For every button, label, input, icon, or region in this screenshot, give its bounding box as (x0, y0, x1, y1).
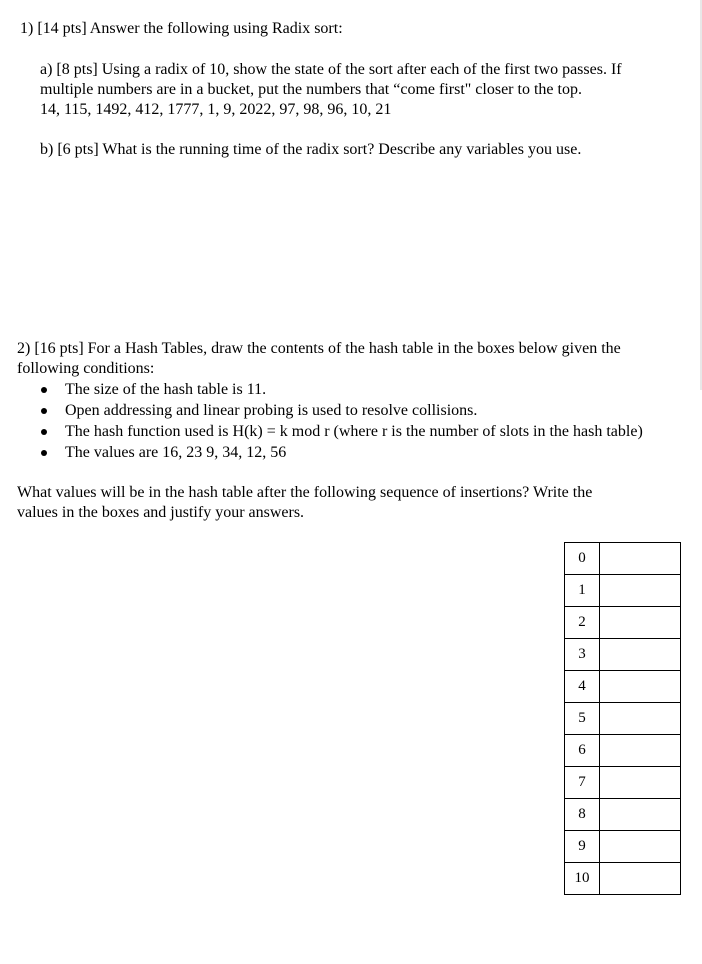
hash-table-row (565, 543, 681, 575)
question-2-ask-line-2: values in the boxes and justify your answers. (17, 504, 305, 521)
bullet-icon (41, 429, 47, 435)
hash-table-row (565, 735, 681, 767)
slot-index: 6 (565, 735, 600, 767)
bullet-icon (41, 387, 47, 393)
slot-index: 8 (565, 799, 600, 831)
hash-table-row (565, 831, 681, 863)
slot-index: 4 (565, 671, 600, 703)
slot-value-box[interactable] (600, 767, 681, 799)
hash-table (564, 542, 681, 895)
slot-value-box[interactable] (600, 543, 681, 575)
slot-value-box[interactable] (600, 735, 681, 767)
hash-table-row (565, 607, 681, 639)
question-1b: b) [6 pts] What is the running time of the radix sort? Describe any variables you use. (40, 141, 582, 158)
hash-table-row (565, 639, 681, 671)
slot-value-box[interactable] (600, 831, 681, 863)
question-2-heading-line-2: following conditions: (17, 360, 155, 377)
slot-index: 1 (565, 575, 600, 607)
question-1a-line-1: a) [8 pts] Using a radix of 10, show the state of the sort after each of the first two passes. If (40, 61, 622, 78)
condition-item (0, 422, 643, 443)
question-2-heading-line-1: 2) [16 pts] For a Hash Tables, draw the contents of the hash table in the boxes below given the (17, 340, 621, 357)
hash-table-row (565, 575, 681, 607)
hash-table-row (565, 671, 681, 703)
slot-value-box[interactable] (600, 607, 681, 639)
condition-text: The hash function used is H(k) = k mod r (where r is the number of slots in the hash table) (65, 423, 643, 440)
hash-table-row (565, 799, 681, 831)
hash-table-row (565, 767, 681, 799)
condition-text: Open addressing and linear probing is used to resolve collisions. (65, 402, 478, 419)
question-2-ask-line-1: What values will be in the hash table after the following sequence of insertions? Write the (17, 484, 593, 501)
slot-value-box[interactable] (600, 799, 681, 831)
slot-value-box[interactable] (600, 575, 681, 607)
slot-value-box[interactable] (600, 703, 681, 735)
condition-item (0, 401, 643, 422)
slot-index: 9 (565, 831, 600, 863)
condition-text: The size of the hash table is 11. (65, 381, 267, 398)
condition-item (0, 380, 643, 401)
slot-index: 3 (565, 639, 600, 671)
slot-index: 0 (565, 543, 600, 575)
slot-index: 2 (565, 607, 600, 639)
slot-value-box[interactable] (600, 863, 681, 895)
slot-index: 7 (565, 767, 600, 799)
slot-index: 10 (565, 863, 600, 895)
hash-table-row (565, 703, 681, 735)
bullet-icon (41, 408, 47, 414)
bullet-icon (41, 450, 47, 456)
slot-index: 5 (565, 703, 600, 735)
question-1-heading: 1) [14 pts] Answer the following using Radix sort: (20, 20, 343, 37)
slot-value-box[interactable] (600, 671, 681, 703)
question-1a-numbers: 14, 115, 1492, 412, 1777, 1, 9, 2022, 97, 98, 96, 10, 21 (40, 101, 392, 118)
conditions-list (0, 380, 643, 464)
hash-table-row (565, 863, 681, 895)
question-1a-line-2: multiple numbers are in a bucket, put the numbers that “come first" closer to the top. (40, 81, 582, 98)
condition-item (0, 443, 643, 464)
slot-value-box[interactable] (600, 639, 681, 671)
condition-text: The values are 16, 23 9, 34, 12, 56 (65, 444, 287, 461)
